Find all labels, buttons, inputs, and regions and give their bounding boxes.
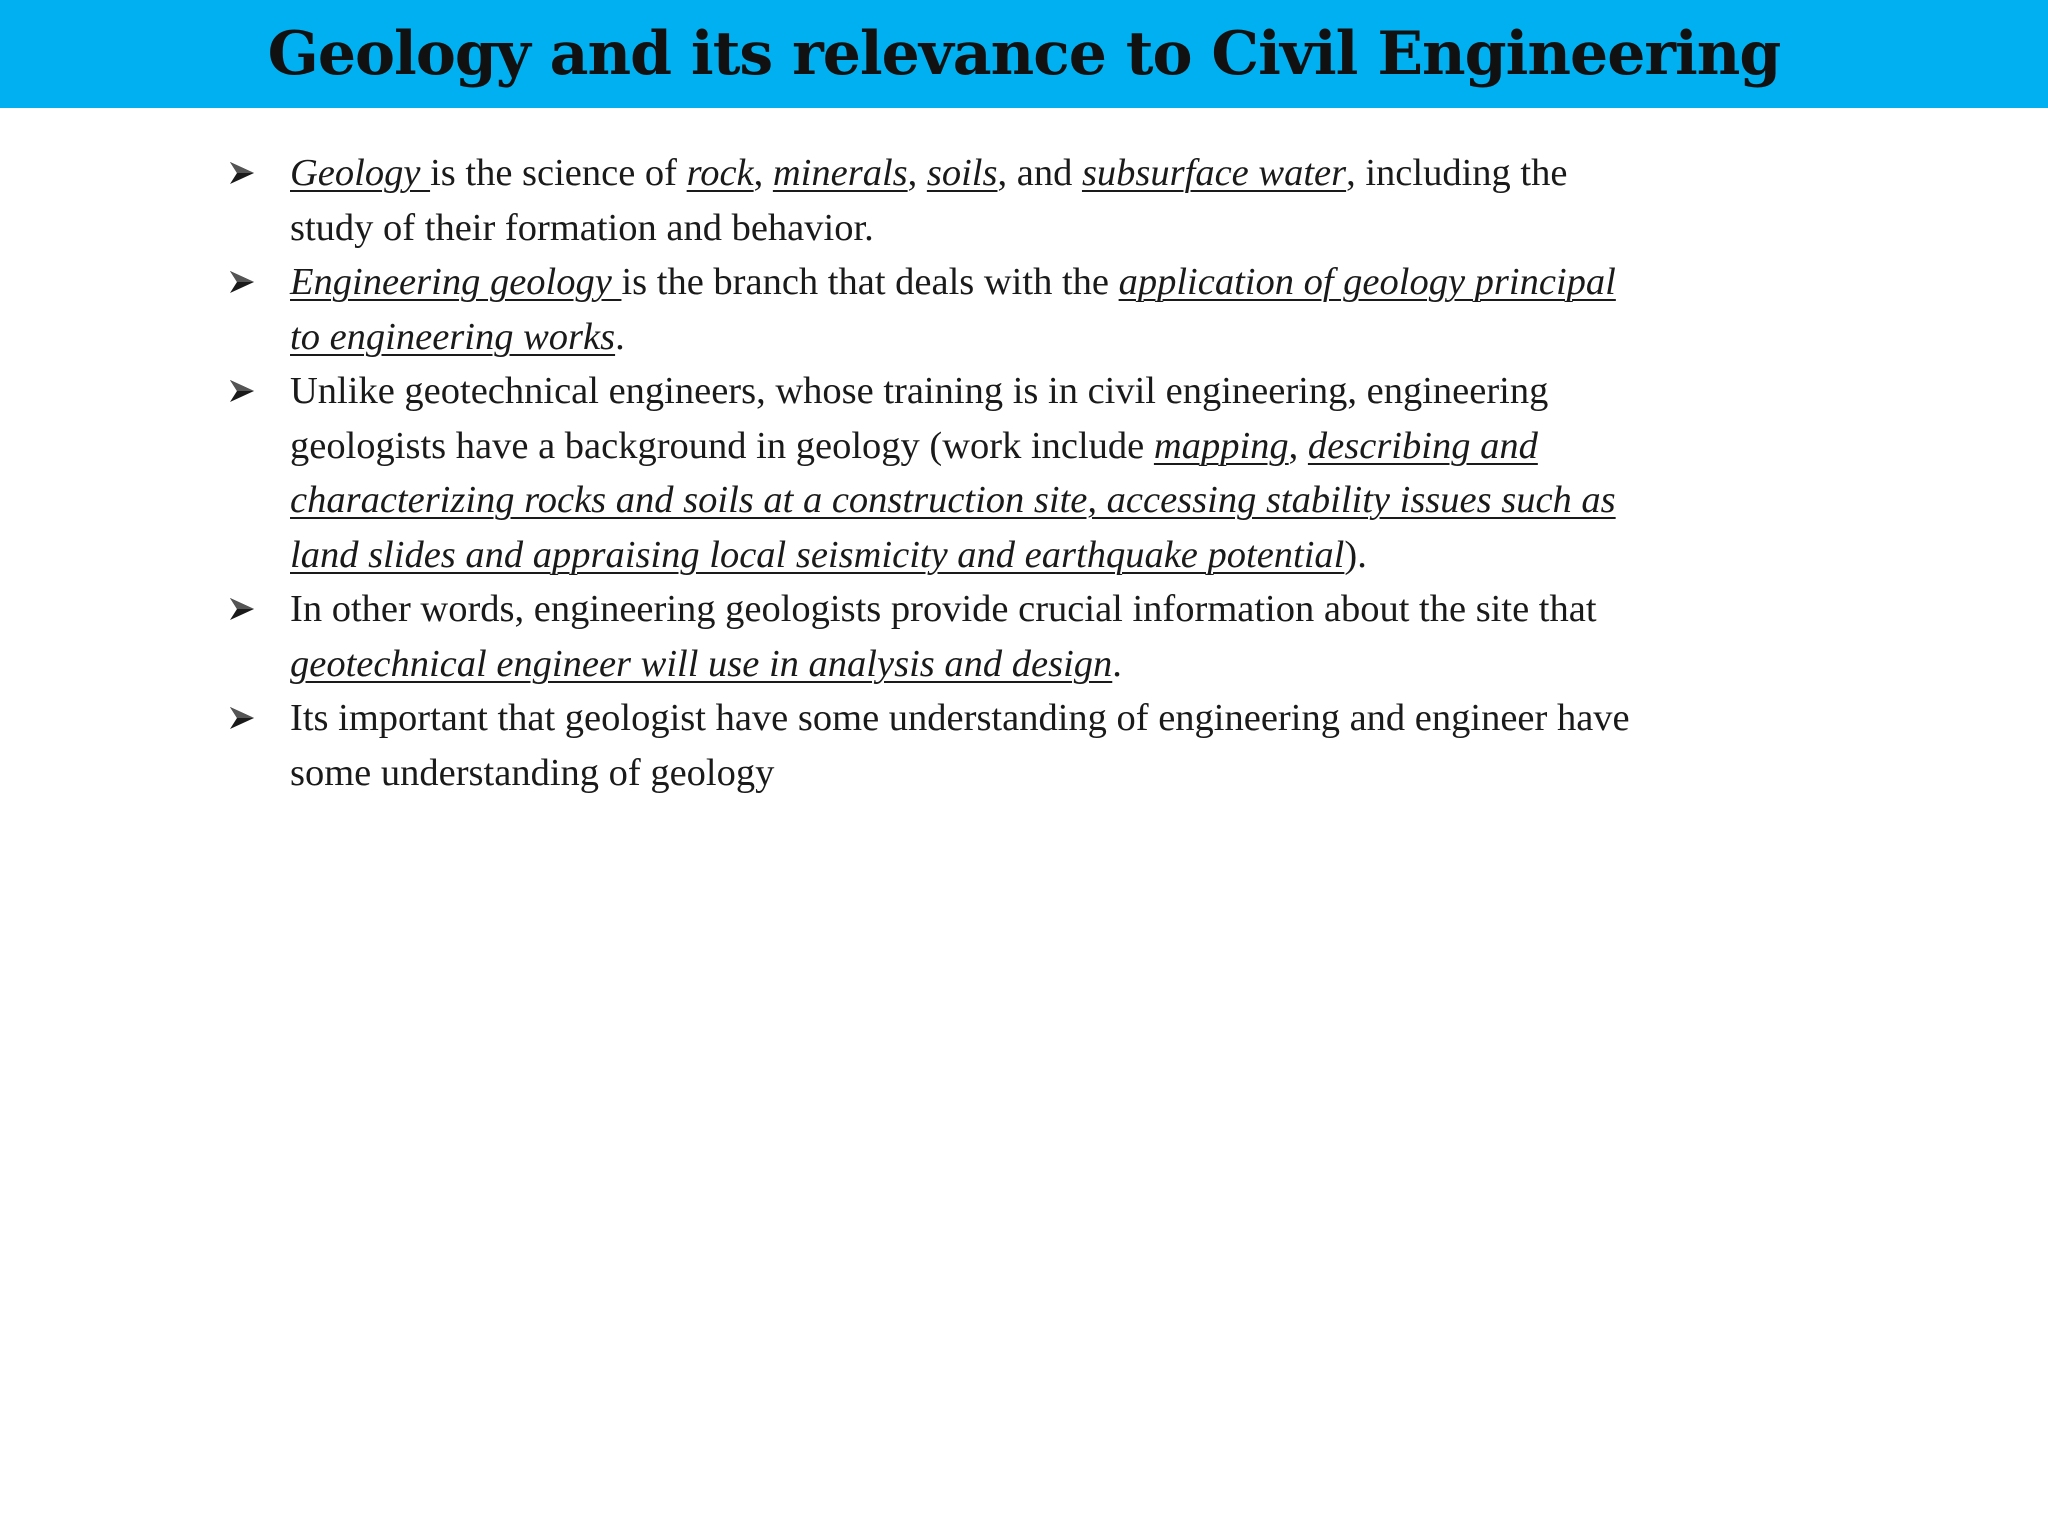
bullet-item-3: [225, 364, 1655, 582]
bullet-item-1: [225, 146, 1655, 255]
bullet-4-segment: In other words, engineering geologists provide crucial information about the site that: [290, 588, 1597, 630]
bullet-item-4: [225, 582, 1655, 691]
term-rock: rock: [686, 152, 754, 194]
bullet-text-2: [290, 261, 1616, 358]
title-bar: [0, 0, 2048, 108]
bullet-list: [225, 146, 1655, 800]
bullet-1-segment: , and: [997, 152, 1082, 194]
bullet-1-segment: is the science of: [430, 152, 687, 194]
bullet-1-segment: , including the study of their formation and behavior.: [290, 152, 1568, 249]
bullet-1-segment: ,: [753, 152, 773, 194]
arrow-bullet-icon: [229, 364, 259, 418]
arrow-bullet-icon: [229, 691, 259, 745]
bullet-3-segment: Unlike geotechnical engineers, whose training is in civil engineering, engineering geologists have a background in geology (work include: [290, 370, 1549, 467]
bullet-3-segment: ,: [1288, 424, 1308, 467]
term-application: application of geology principal to engineering works: [290, 261, 1616, 358]
bullet-text-4: [290, 588, 1597, 685]
bullet-text-3: [290, 370, 1616, 576]
arrow-bullet-icon: [229, 255, 259, 309]
term-mapping: mapping: [1153, 424, 1289, 467]
term-geology: Geology: [290, 152, 431, 194]
bullet-2-segment: is the branch that deals with the: [621, 261, 1119, 303]
bullet-2-segment: .: [615, 315, 625, 358]
arrow-bullet-icon: [229, 146, 259, 200]
term-soils: soils: [926, 152, 998, 194]
slide-title: Geology and its relevance to Civil Engineering: [267, 19, 1781, 89]
bullet-item-5: [225, 691, 1655, 800]
bullet-5-segment: Its important that geologist have some understanding of engineering and engineer have some understanding of geology: [290, 697, 1630, 794]
term-geotechnical-use: geotechnical engineer will use in analysis and design: [290, 642, 1113, 685]
arrow-bullet-icon: [229, 582, 259, 636]
term-engineering-geology: Engineering geology: [290, 261, 622, 303]
bullet-3-segment: ).: [1344, 533, 1367, 576]
term-minerals: minerals: [772, 152, 908, 194]
bullet-text-1: [290, 152, 1567, 249]
bullet-1-segment: ,: [907, 152, 927, 194]
bullet-item-2: [225, 255, 1655, 364]
term-subsurface-water: subsurface water: [1081, 152, 1347, 194]
bullet-text-5: [290, 697, 1630, 794]
bullet-4-segment: .: [1112, 642, 1122, 685]
term-describing: describing and characterizing rocks and soils at a construction site, accessing stability issues such as land slides and appraising local seismicity and earthquake potential: [290, 424, 1616, 576]
